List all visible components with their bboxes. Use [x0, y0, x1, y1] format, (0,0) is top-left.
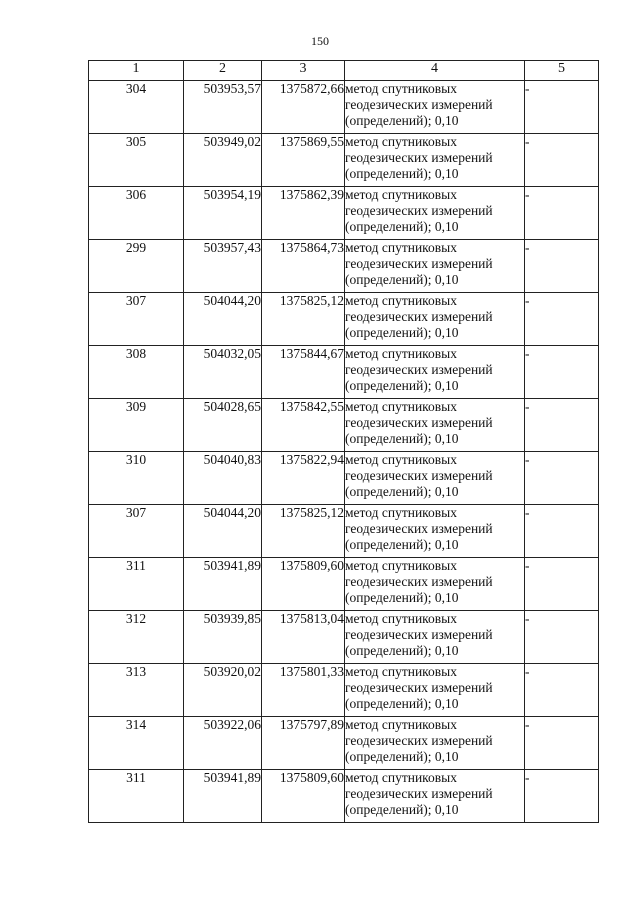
table-header-row [89, 61, 599, 81]
method-cell [345, 346, 525, 399]
method-cell [345, 240, 525, 293]
note-cell: - [525, 664, 599, 717]
table-row [89, 399, 599, 452]
method-line-2: геодезических измерений [345, 786, 493, 801]
method-line-2: геодезических измерений [345, 521, 493, 536]
coordinate-x: 503939,85 [184, 611, 262, 664]
method-line-3: (определений); 0,10 [345, 378, 459, 393]
coordinate-x: 504028,65 [184, 399, 262, 452]
method-cell [345, 664, 525, 717]
method-line-1: метод спутниковых [345, 717, 457, 732]
coordinate-y: 1375813,04 [262, 611, 345, 664]
method-line-2: геодезических измерений [345, 362, 493, 377]
coordinate-y: 1375862,39 [262, 187, 345, 240]
column-header-4: 4 [345, 61, 525, 81]
coordinate-y: 1375809,60 [262, 770, 345, 823]
method-line-3: (определений); 0,10 [345, 325, 459, 340]
method-line-1: метод спутниковых [345, 346, 457, 361]
coordinate-x: 503941,89 [184, 770, 262, 823]
method-line-1: метод спутниковых [345, 611, 457, 626]
coordinate-x: 504044,20 [184, 505, 262, 558]
point-number: 313 [89, 664, 184, 717]
note-cell: - [525, 81, 599, 134]
point-number: 308 [89, 346, 184, 399]
method-line-1: метод спутниковых [345, 399, 457, 414]
method-cell [345, 770, 525, 823]
method-line-2: геодезических измерений [345, 150, 493, 165]
point-number: 307 [89, 505, 184, 558]
coordinate-x: 503957,43 [184, 240, 262, 293]
note-cell: - [525, 452, 599, 505]
point-number: 314 [89, 717, 184, 770]
coordinate-y: 1375809,60 [262, 558, 345, 611]
column-header-1: 1 [89, 61, 184, 81]
method-line-3: (определений); 0,10 [345, 590, 459, 605]
method-line-1: метод спутниковых [345, 240, 457, 255]
coordinate-y: 1375844,67 [262, 346, 345, 399]
note-cell: - [525, 293, 599, 346]
note-cell: - [525, 717, 599, 770]
note-cell: - [525, 558, 599, 611]
point-number: 311 [89, 770, 184, 823]
method-line-2: геодезических измерений [345, 415, 493, 430]
note-cell: - [525, 770, 599, 823]
method-line-1: метод спутниковых [345, 558, 457, 573]
point-number: 312 [89, 611, 184, 664]
method-line-2: геодезических измерений [345, 97, 493, 112]
coordinate-x: 503953,57 [184, 81, 262, 134]
method-line-1: метод спутниковых [345, 505, 457, 520]
method-line-2: геодезических измерений [345, 574, 493, 589]
table-row [89, 558, 599, 611]
point-number: 310 [89, 452, 184, 505]
coordinate-y: 1375801,33 [262, 664, 345, 717]
method-line-2: геодезических измерений [345, 203, 493, 218]
method-cell [345, 134, 525, 187]
coordinates-table [88, 60, 599, 823]
note-cell: - [525, 611, 599, 664]
coordinate-x: 503922,06 [184, 717, 262, 770]
coordinate-y: 1375842,55 [262, 399, 345, 452]
coordinate-x: 504044,20 [184, 293, 262, 346]
method-line-2: геодезических измерений [345, 627, 493, 642]
note-cell: - [525, 505, 599, 558]
method-cell [345, 558, 525, 611]
point-number: 305 [89, 134, 184, 187]
method-cell [345, 187, 525, 240]
column-header-2: 2 [184, 61, 262, 81]
method-line-1: метод спутниковых [345, 452, 457, 467]
table-row [89, 664, 599, 717]
table-row [89, 81, 599, 134]
table-row [89, 611, 599, 664]
note-cell: - [525, 134, 599, 187]
table-row [89, 505, 599, 558]
method-cell [345, 505, 525, 558]
point-number: 304 [89, 81, 184, 134]
method-line-1: метод спутниковых [345, 81, 457, 96]
table-row [89, 346, 599, 399]
method-line-3: (определений); 0,10 [345, 219, 459, 234]
coordinate-y: 1375872,66 [262, 81, 345, 134]
coordinate-x: 503949,02 [184, 134, 262, 187]
method-cell [345, 452, 525, 505]
method-cell [345, 81, 525, 134]
coordinate-y: 1375825,12 [262, 505, 345, 558]
method-line-3: (определений); 0,10 [345, 484, 459, 499]
coordinate-x: 503920,02 [184, 664, 262, 717]
method-line-1: метод спутниковых [345, 664, 457, 679]
method-line-1: метод спутниковых [345, 187, 457, 202]
method-line-2: геодезических измерений [345, 468, 493, 483]
method-line-3: (определений); 0,10 [345, 272, 459, 287]
method-cell [345, 611, 525, 664]
method-line-1: метод спутниковых [345, 134, 457, 149]
method-line-2: геодезических измерений [345, 733, 493, 748]
method-cell [345, 293, 525, 346]
note-cell: - [525, 346, 599, 399]
table-row [89, 717, 599, 770]
table-row [89, 770, 599, 823]
coordinate-y: 1375825,12 [262, 293, 345, 346]
point-number: 306 [89, 187, 184, 240]
point-number: 311 [89, 558, 184, 611]
method-line-3: (определений); 0,10 [345, 749, 459, 764]
column-header-3: 3 [262, 61, 345, 81]
table-row [89, 240, 599, 293]
note-cell: - [525, 240, 599, 293]
note-cell: - [525, 399, 599, 452]
point-number: 299 [89, 240, 184, 293]
method-line-1: метод спутниковых [345, 293, 457, 308]
method-cell [345, 717, 525, 770]
method-line-1: метод спутниковых [345, 770, 457, 785]
page-number: 150 [311, 34, 329, 48]
note-cell: - [525, 187, 599, 240]
method-line-3: (определений); 0,10 [345, 696, 459, 711]
coordinate-y: 1375864,73 [262, 240, 345, 293]
table-row [89, 452, 599, 505]
method-line-3: (определений); 0,10 [345, 802, 459, 817]
method-line-3: (определений); 0,10 [345, 431, 459, 446]
column-header-5: 5 [525, 61, 599, 81]
table-row [89, 134, 599, 187]
coordinate-x: 504032,05 [184, 346, 262, 399]
coordinate-x: 503954,19 [184, 187, 262, 240]
method-line-2: геодезических измерений [345, 680, 493, 695]
method-line-3: (определений); 0,10 [345, 537, 459, 552]
point-number: 309 [89, 399, 184, 452]
method-line-3: (определений); 0,10 [345, 113, 459, 128]
coordinate-y: 1375869,55 [262, 134, 345, 187]
method-line-2: геодезических измерений [345, 309, 493, 324]
table-row [89, 187, 599, 240]
coordinate-x: 504040,83 [184, 452, 262, 505]
method-line-2: геодезических измерений [345, 256, 493, 271]
table-row [89, 293, 599, 346]
method-line-3: (определений); 0,10 [345, 166, 459, 181]
method-line-3: (определений); 0,10 [345, 643, 459, 658]
coordinate-y: 1375797,89 [262, 717, 345, 770]
coordinate-x: 503941,89 [184, 558, 262, 611]
coordinate-y: 1375822,94 [262, 452, 345, 505]
point-number: 307 [89, 293, 184, 346]
method-cell [345, 399, 525, 452]
